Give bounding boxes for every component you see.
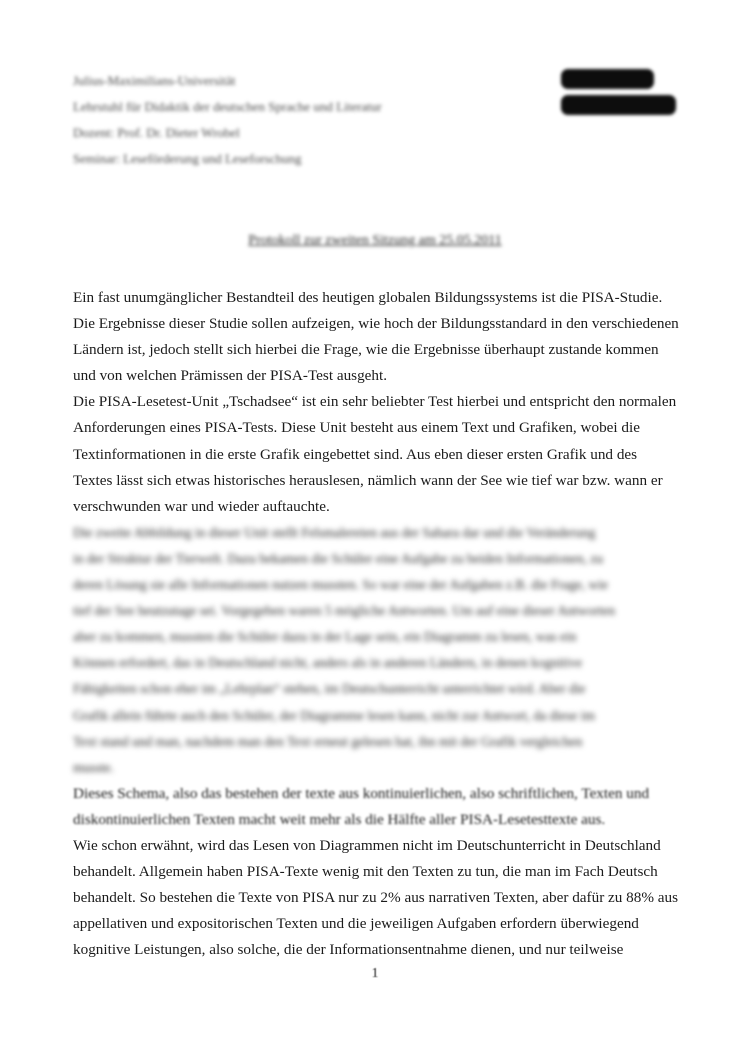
chair-name: Lehrstuhl für Didaktik der deutschen Sprache und Literatur (73, 99, 382, 114)
text-line: diskontinuierlichen Texten macht weit mehr als die Hälfte aller PISA-Lesetesttexte aus. (73, 810, 606, 828)
letterhead (73, 68, 533, 172)
text-line: Textinformationen in die erste Grafik eingebettet sind. Aus eben dieser ersten Grafik und des (73, 445, 638, 463)
document-body (73, 285, 689, 963)
text-line: Textes lässt sich etwas historisches herauslesen, nämlich wann der See wie tief war bzw. wann er (73, 471, 663, 489)
text-line: musste. (73, 759, 114, 775)
text-line: Grafik allein führte auch den Schüler, der Diagramme lesen kann, nicht zur Antwort, da diese im (73, 707, 596, 723)
text-line: Die zweite Abbildung in dieser Unit stellt Felsmalereien aus der Sahara dar und die Veränderung (73, 524, 596, 540)
text-line: in der Struktur der Tierwelt. Dazu bekamen die Schüler eine Aufgabe zu beiden Informationen, zu (73, 550, 604, 566)
paragraph-second-figure-blurred (73, 520, 689, 781)
paragraph-schema (73, 781, 689, 833)
text-line: behandelt. Allgemein haben PISA-Texte wenig mit den Texten zu tun, die man im Fach Deutsch (73, 863, 658, 881)
text-line: verschwunden war und wieder auftauchte. (73, 497, 330, 515)
text-line: Können erfordert, das in Deutschland nicht, anders als in anderen Ländern, in denen kognitive (73, 655, 583, 671)
redacted-author-block (561, 69, 654, 89)
text-line: Wie schon erwähnt, wird das Lesen von Diagrammen nicht im Deutschunterricht in Deutschland (73, 836, 661, 854)
document-title: Protokoll zur zweiten Sitzung am 25.05.2011 (248, 233, 502, 248)
text-line: Text stand und man, nachdem man den Text erneut gelesen hat, ihn mit der Grafik vergleichen (73, 733, 583, 749)
text-line: behandelt. So bestehen die Texte von PISA nur zu 2% aus narrativen Texten, aber dafür zu 88% aus (73, 889, 679, 907)
paragraph-tschadsee-unit (73, 389, 689, 519)
text-line: deren Lösung sie alle Informationen nutzen mussten. So war eine der Aufgaben z.B. die Frage, wie (73, 577, 608, 593)
university-name: Julius-Maximilians-Universität (73, 73, 236, 88)
text-line: Die Ergebnisse dieser Studie sollen aufzeigen, wie hoch der Bildungsstandard in den verschiedenen (73, 315, 679, 333)
paragraph-diagram-reading (73, 833, 689, 963)
text-line: Ländern ist, jedoch stellt sich hierbei die Frage, wie die Ergebnisse überhaupt zustande kommen (73, 341, 659, 359)
text-line: und von welchen Prämissen der PISA-Test ausgeht. (73, 367, 388, 385)
text-line: appellativen und expositorischen Texten und die jeweiligen Aufgaben erfordern überwiegend (73, 915, 639, 933)
lecturer-name: Dozent: Prof. Dr. Dieter Wrobel (73, 125, 240, 140)
page-number: 1 (371, 966, 379, 981)
text-line: Fähigkeiten schon eher im „Lehrplan“ stehen, im Deutschunterricht unterrichtet wird. Aber die (73, 681, 586, 697)
text-line: kognitive Leistungen, also solche, die der Informationsentnahme dienen, und nur teilweise (73, 941, 624, 959)
text-line: Ein fast unumgänglicher Bestandteil des heutigen globalen Bildungssystems ist die PISA-Studie. (73, 289, 663, 306)
paragraph-pisa-intro (73, 285, 689, 389)
text-line: tief der See heutzutage sei. Vorgegeben waren 5 mögliche Antworten. Um auf eine dieser Antworten (73, 603, 616, 619)
text-line: Anforderungen eines PISA-Tests. Diese Unit besteht aus einem Text und Grafiken, wobei die (73, 419, 640, 437)
seminar-name: Seminar: Leseförderung und Leseforschung (73, 151, 302, 166)
text-line: aber zu kommen, mussten die Schüler dazu in der Lage sein, ein Diagramm zu lesen, was ein (73, 629, 577, 645)
text-line: Die PISA-Lesetest-Unit „Tschadsee“ ist ein sehr beliebter Test hierbei und entspricht den normalen (73, 393, 677, 411)
redacted-student-id-block (561, 95, 676, 115)
text-line: Dieses Schema, also das bestehen der texte aus kontinuierlichen, also schriftlichen, Texten und (73, 784, 650, 802)
